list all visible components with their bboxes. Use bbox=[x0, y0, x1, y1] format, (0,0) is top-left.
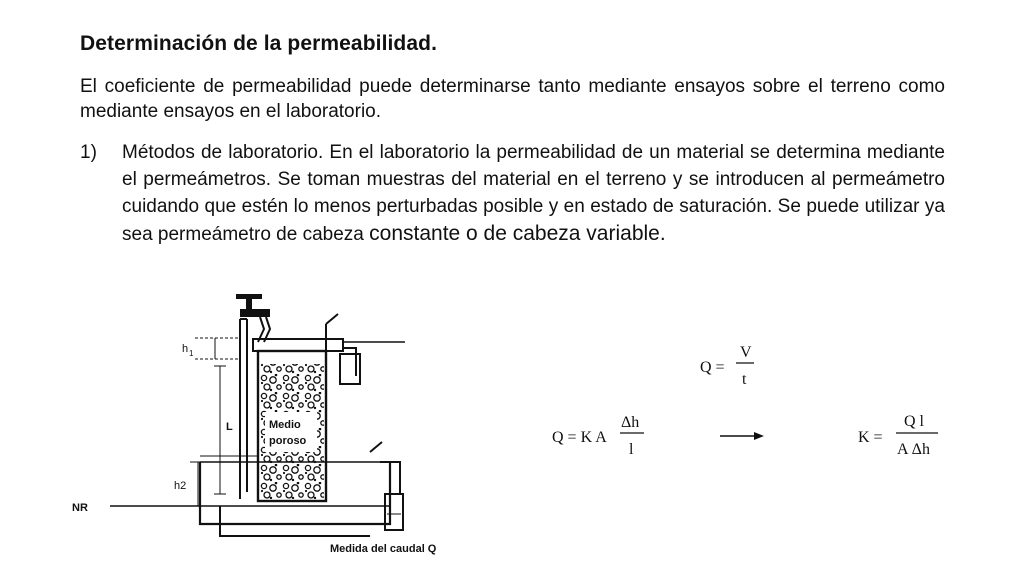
equations-svg bbox=[540, 330, 980, 480]
figure-caption: Medida del caudal Q bbox=[330, 543, 437, 555]
eq2-numerator: Δh bbox=[621, 414, 640, 431]
label-h1: h bbox=[182, 343, 189, 355]
eq3-numerator: Q l bbox=[904, 413, 924, 430]
permeameter-diagram bbox=[40, 284, 480, 574]
eq3-denominator: A Δh bbox=[897, 441, 930, 458]
equation-darcy bbox=[552, 414, 644, 458]
label-poroso: poroso bbox=[269, 435, 307, 447]
page-title: Determinación de la permeabilidad. bbox=[80, 32, 438, 55]
list-item-text: Métodos de laboratorio. En el laboratorio la permeabilidad de un material se determina mediante el permeámetros. Se toman muestras del material en el terreno y se introducen al permeámetro cuidando que estén lo menos perturbadas posible y en estado de saturación. Se puede utilizar ya sea permeámetro de cabeza bbox=[122, 142, 945, 245]
equations-panel bbox=[540, 330, 980, 480]
label-h2: h2 bbox=[174, 480, 187, 492]
eq1-denominator: t bbox=[742, 371, 747, 388]
permeameter-figure bbox=[40, 284, 480, 574]
list-item-number: 1) bbox=[80, 142, 97, 163]
equation-k bbox=[858, 413, 938, 458]
eq2-left: Q = K A bbox=[552, 429, 607, 446]
eq2-denominator: l bbox=[629, 441, 634, 458]
label-NR: NR bbox=[72, 502, 88, 514]
eq3-left: K = bbox=[858, 429, 883, 446]
list-item-body bbox=[122, 139, 945, 274]
label-L: L bbox=[226, 421, 233, 433]
eq1-left: Q = bbox=[700, 359, 725, 376]
equation-q-vt bbox=[700, 344, 754, 388]
list-item-text-large: constante o de cabeza variable. bbox=[369, 222, 666, 245]
intro-paragraph: El coeficiente de permeabilidad puede determinarse tanto mediante ensayos sobre el terreno como mediante ensayos en el laboratorio. bbox=[80, 76, 945, 122]
arrow-right-icon bbox=[720, 432, 764, 440]
label-h1-sub: 1 bbox=[189, 349, 194, 358]
label-medio: Medio bbox=[269, 419, 301, 431]
eq1-numerator: V bbox=[740, 344, 752, 361]
